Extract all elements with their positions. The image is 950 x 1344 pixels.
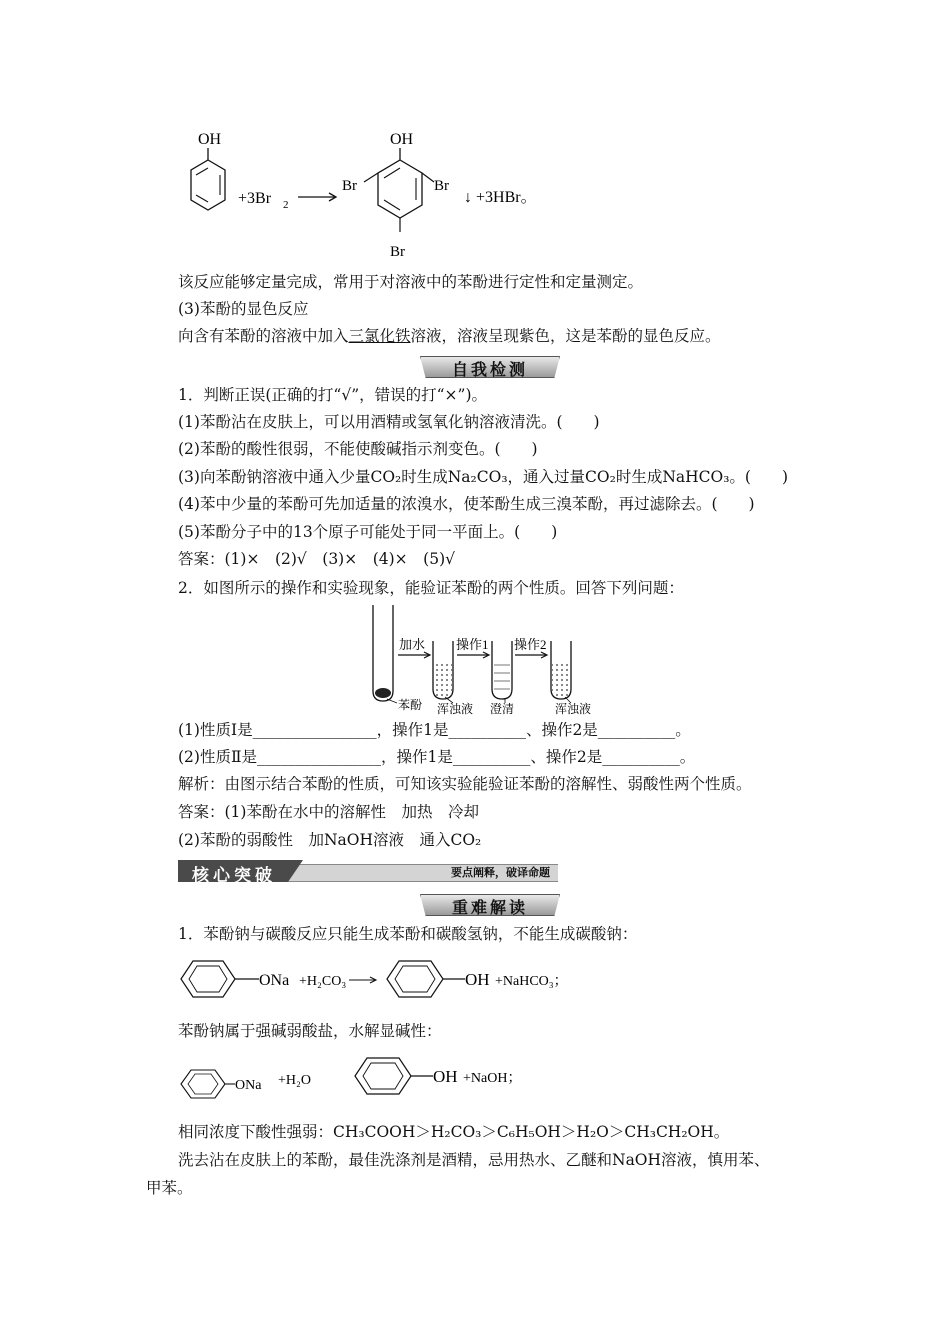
key-points-title: 重难解读	[451, 898, 528, 917]
core-title: 核心突破	[192, 866, 276, 886]
br-bottom: Br	[390, 244, 405, 260]
q1-answer: 答案：(1)× (2)√ (3)× (4)× (5)√	[178, 550, 455, 568]
intro-line: 该反应能够定量完成，常用于对溶液中的苯酚进行定性和定量测定。	[178, 273, 644, 291]
core-breakthrough-bar	[178, 860, 558, 886]
eq1-tail: +NaHCO₃；	[495, 974, 568, 989]
label-phenol: 苯酚	[398, 698, 423, 712]
label-turbid-2: 浑浊液	[555, 702, 592, 715]
eq1-mid: +H₂CO₃	[299, 974, 347, 989]
product-oh-label: OH	[390, 131, 414, 148]
eq1-oh: OH	[465, 970, 490, 989]
q2-part-2: (2)性质Ⅱ是________________，操作1是__________、操作2是__________。	[178, 748, 696, 766]
part1-stem: 1．苯酚钠与碳酸反应只能生成苯酚和碳酸氢钠，不能生成碳酸钠：	[178, 925, 638, 943]
q2-stem: 2．如图所示的操作和实验现象，能验证苯酚的两个性质。回答下列问题：	[178, 579, 684, 597]
acidity-order: 相同浓度下酸性强弱：CH₃COOH＞H₂CO₃＞C₆H₅OH＞H₂O＞CH₃CH₂OH。	[178, 1123, 730, 1141]
subheading-color-reaction: (3)苯酚的显色反应	[178, 300, 309, 318]
eq2-ona: ONa	[235, 1078, 262, 1093]
tribromophenol-ring	[378, 160, 422, 218]
q2-answer-2: (2)苯酚的弱酸性 加NaOH溶液 通入CO₂	[178, 831, 482, 849]
color-reaction-pre: 向含有苯酚的溶液中加入	[178, 327, 349, 345]
key-points-banner	[420, 894, 560, 916]
q2-answer-1: 答案：(1)苯酚在水中的溶解性 加热 冷却	[178, 803, 479, 821]
eq1-ona: ONa	[259, 972, 290, 989]
tube-3	[492, 641, 512, 699]
core-subtitle: 要点阐释，破译命题	[451, 866, 550, 879]
reagent-br2: +3Br	[238, 190, 272, 207]
br-left: Br	[342, 178, 357, 194]
q1-stem: 1．判断正误(正确的打“√”，错误的打“×”)。	[178, 386, 488, 404]
eq2-oh: OH	[433, 1067, 458, 1086]
q1-item-3: (3)向苯酚钠溶液中通入少量CO₂时生成Na₂CO₃，通入过量CO₂时生成NaHCO₃。( )	[178, 468, 789, 486]
q1-item-1: (1)苯酚沾在皮肤上，可以用酒精或氢氧化钠溶液清洗。( )	[178, 413, 600, 431]
label-clear: 澄清	[490, 702, 515, 715]
equation-hydrolysis	[175, 1052, 575, 1108]
eq2-tail: +NaOH；	[463, 1071, 522, 1086]
eq2-mid: +H₂O	[278, 1073, 311, 1088]
products-tail: ↓ +3HBr。	[464, 189, 537, 206]
color-reaction-line	[178, 325, 721, 347]
test-tube-diagram	[365, 603, 615, 715]
br-right: Br	[434, 178, 449, 194]
q2-analysis: 解析：由图示结合苯酚的性质，可知该实验能验证苯酚的溶解性、弱酸性两个性质。	[178, 775, 752, 793]
equation-carbonic	[175, 955, 595, 1007]
ferric-chloride-text: 三氯化铁	[348, 327, 411, 345]
label-turbid-1: 浑浊液	[437, 702, 474, 715]
q1-item-4: (4)苯中少量的苯酚可先加适量的浓溴水，使苯酚生成三溴苯酚，再过滤除去。( )	[178, 495, 755, 513]
hydrolysis-line: 苯酚钠属于强碱弱酸盐，水解显碱性：	[178, 1022, 442, 1040]
washing-line-1: 洗去沾在皮肤上的苯酚，最佳洗涤剂是酒精，忌用热水、乙醚和NaOH溶液，慎用苯、	[178, 1151, 770, 1169]
q2-part-1: (1)性质Ⅰ是________________，操作1是__________、操作2是__________。	[178, 721, 691, 739]
reagent-subscript: 2	[283, 199, 289, 211]
step-op2: 操作2	[514, 637, 547, 652]
self-check-title: 自我检测	[451, 360, 528, 379]
q1-item-2: (2)苯酚的酸性很弱，不能使酸碱指示剂变色。( )	[178, 440, 538, 458]
washing-line-2: 甲苯。	[146, 1179, 193, 1197]
bromination-equation	[170, 120, 570, 265]
oh-label: OH	[198, 131, 222, 148]
tube-1	[373, 605, 393, 701]
q1-item-5: (5)苯酚分子中的13个原子可能处于同一平面上。( )	[178, 523, 558, 541]
color-reaction-post: 溶液，溶液呈现紫色，这是苯酚的显色反应。	[410, 327, 721, 345]
step-add-water: 加水	[399, 637, 426, 652]
step-op1: 操作1	[456, 637, 489, 652]
self-check-banner	[420, 356, 560, 378]
